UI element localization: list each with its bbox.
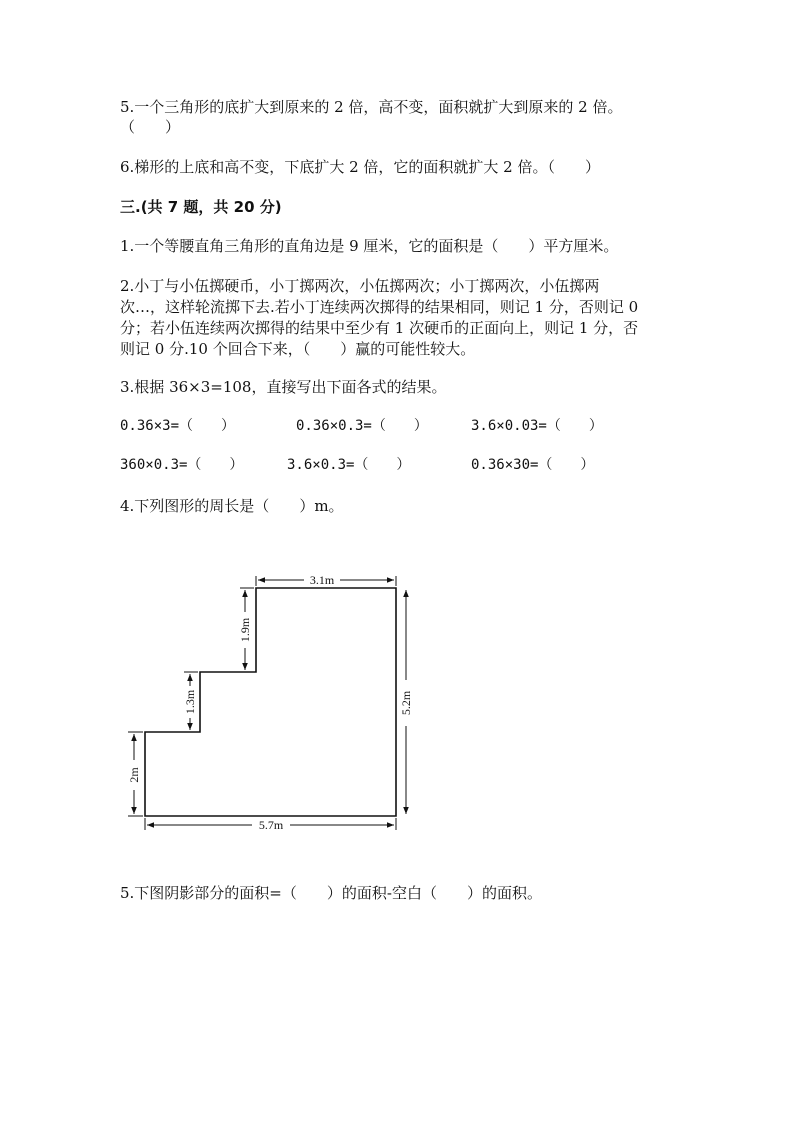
question-3-2-line4: 则记 0 分.10 个回合下来，（ ）赢的可能性较大。 [120,340,476,358]
calc-item: 0.36×3=（ ） [120,418,236,434]
label-step-top: 1.9m [238,617,252,643]
label-top-width: 3.1m [309,573,335,587]
dimension-bottom-width [145,818,396,832]
label-bottom-width: 5.7m [258,818,284,832]
label-step-low: 2m [127,767,141,783]
calc-item: 3.6×0.3=（ ） [287,457,411,473]
dimension-step-top [238,588,254,672]
question-3-2-line3: 分；若小伍连续两次掷得的结果中至少有 1 次硬币的正面向上，则记 1 分，否 [120,319,639,337]
question-3-2-line1: 2.小丁与小伍掷硬币，小丁掷两次，小伍掷两次；小丁掷两次，小伍掷两 [120,277,600,295]
calc-item: 0.36×30=（ ） [471,457,595,473]
question-3-4: 4.下列图形的周长是（ ）m。 [120,497,344,515]
question-2-6: 6.梯形的上底和高不变，下底扩大 2 倍，它的面积就扩大 2 倍。（ ） [120,158,600,176]
section-3-heading: 三.(共 7 题，共 20 分) [120,198,282,216]
dimension-step-low [127,732,143,816]
label-step-mid: 1.3m [183,689,197,715]
dimension-right-height [399,590,413,814]
question-3-5: 5.下图阴影部分的面积=（ ）的面积-空白（ ）的面积。 [120,884,542,902]
dimension-step-mid [183,672,198,732]
question-3-2-line2: 次…，这样轮流掷下去.若小丁连续两次掷得的结果相同，则记 1 分，否则记 0 [120,298,639,316]
question-3-1: 1.一个等腰直角三角形的直角边是 9 厘米，它的面积是（ ）平方厘米。 [120,237,619,255]
label-right-height: 5.2m [399,690,413,716]
calc-item: 360×0.3=（ ） [120,457,244,473]
calc-item: 3.6×0.03=（ ） [471,418,603,434]
question-2-5-line1: 5.一个三角形的底扩大到原来的 2 倍，高不变，面积就扩大到原来的 2 倍。 [120,98,623,116]
calc-item: 0.36×0.3=（ ） [296,418,428,434]
dimension-top-width [256,573,396,587]
question-2-5-answer-blank: （ ） [120,118,181,136]
question-3-3-intro: 3.根据 36×3=108，直接写出下面各式的结果。 [120,378,447,396]
